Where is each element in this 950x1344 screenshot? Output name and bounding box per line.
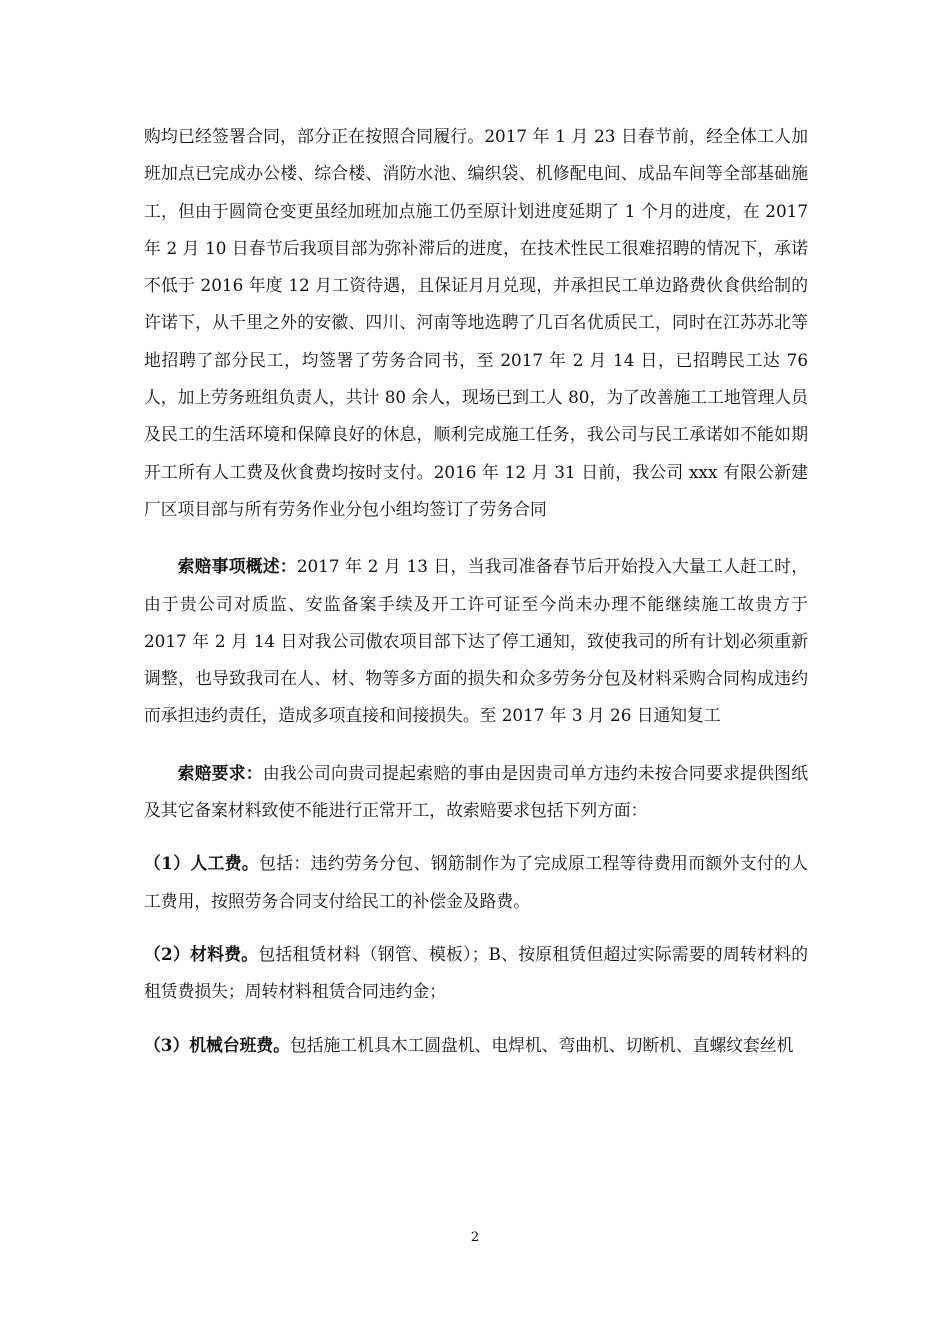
paragraph-spacer (144, 735, 808, 755)
claim-summary-text: 2017 年 2 月 13 日，当我司准备春节后开始投入大量工人赶工时，由于贵公司对质监、安监备案手续及开工许可证至今尚未办理不能继续施工故贵方于 2017 年 2 月 14 日对我公司傲农项目部下达了停工通知，致使我司的所有计划必须重新调整，也导致我司在人、材、物等多方面的损失和众多劳务分包及材料采购合同构成违约而承担违约责任，造成多项直接和间接损失。至 2017 年 3 月 26 日通知复工 (144, 556, 808, 726)
claim-request-paragraph (144, 755, 808, 830)
paragraph-spacer (144, 528, 808, 548)
claim-item-text: 包括租赁材料（钢管、模板）；B、按原租赁但超过实际需要的周转材料的租赁费损失；周转材料租赁合同违约金； (144, 943, 808, 1002)
paragraph-spacer (144, 920, 808, 936)
claim-summary-label: 索赔事项概述： (177, 556, 297, 577)
claim-item-labor (144, 845, 808, 920)
claim-request-text: 由我公司向贵司提起索赔的事由是因贵司单方违约未按合同要求提供图纸及其它备案材料致使不能进行正常开工，故索赔要求包括下列方面： (144, 762, 808, 821)
claim-request-label: 索赔要求： (177, 762, 263, 783)
paragraph-spacer (144, 829, 808, 845)
claim-item-text: 包括施工机具木工圆盘机、电焊机、弯曲机、切断机、直螺纹套丝机 (289, 1034, 794, 1055)
claim-item-title: 人工费。 (190, 853, 260, 874)
claim-item-number: （3） (144, 1034, 190, 1055)
claim-item-title: 材料费。 (190, 943, 259, 964)
document-body (144, 118, 808, 1064)
intro-paragraph: 购均已经签署合同，部分正在按照合同履行。2017 年 1 月 23 日春节前，经全体工人加班加点已完成办公楼、综合楼、消防水池、编织袋、机修配电间、成品车间等全部基础施工，但由于圆筒仓变更虽经加班加点施工仍至原计划进度延期了 1 个月的进度，在 2017 年 2 月 10 日春节后我项目部为弥补滞后的进度，在技术性民工很难招聘的情况下，承诺不低于 2016 年度 12 月工资待遇，且保证月月兑现，并承担民工单边路费伙食供给制的许诺下，从千里之外的安徽、四川、河南等地选聘了几百名优质民工，同时在江苏苏北等地招聘了部分民工，均签署了劳务合同书，至 2017 年 2 月 14 日，已招聘民工达 76 人，加上劳务班组负责人，共计 80 余人，现场已到工人 80，为了改善施工工地管理人员及民工的生活环境和保障良好的休息，顺利完成施工任务，我公司与民工承诺如不能如期开工所有人工费及伙食费均按时支付。2016 年 12 月 31 日前，我公司 xxx 有限公新建厂区项目部与所有劳务作业分包小组均签订了劳务合同 (144, 126, 808, 519)
page-number: 2 (470, 1230, 480, 1245)
claim-summary-paragraph (144, 548, 808, 734)
claim-item-number: （1） (144, 853, 191, 874)
claim-item-materials (144, 936, 808, 1011)
claim-item-title: 机械台班费。 (189, 1034, 290, 1055)
claim-item-number: （2） (144, 943, 191, 964)
paragraph-spacer (144, 1011, 808, 1027)
claim-item-machinery (144, 1027, 808, 1064)
claim-item-text: 包括：违约劳务分包、钢筋制作为了完成原工程等待费用而额外支付的人工费用，按照劳务合同支付给民工的补偿金及路费。 (144, 853, 808, 911)
